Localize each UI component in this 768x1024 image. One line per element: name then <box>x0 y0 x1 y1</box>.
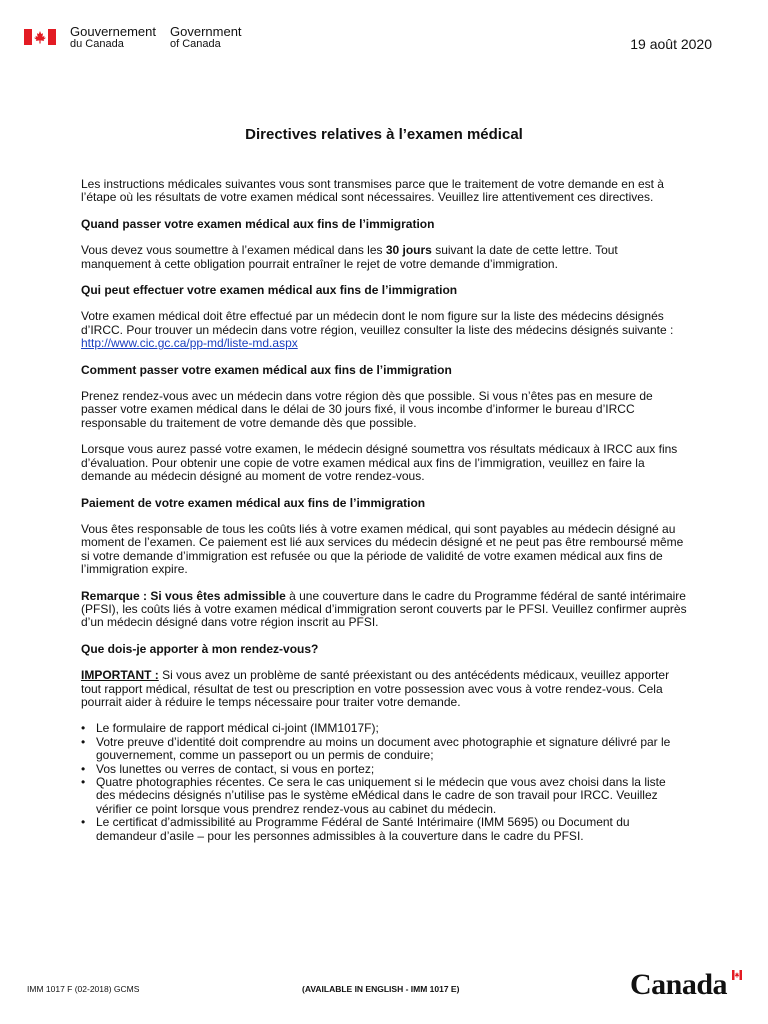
list-item: • Le certificat d’admissibilité au Programme Fédéral de Santé Intérimaire (IMM 5695) ou Document du demandeur d’asile – pour les personnes admissibles à la couverture dans le cadre du PFSI. <box>81 816 687 843</box>
heading-who: Qui peut effectuer votre examen médical aux fins de l’immigration <box>81 283 458 298</box>
list-item: • Votre preuve d’identité doit comprendre au moins un document avec photographie et signature délivré par le gouvernement, comme un passeport ou un permis de conduire; <box>81 736 687 763</box>
remark-text: à une couverture dans le cadre du Programme fédéral de santé intérimaire (PFSI), les coûts liés à votre examen médical d’immigration seront couverts par le PFSI. Veuillez confirmer auprès d’un médecin désigné dans votre région inscrit au PFSI. <box>81 588 687 630</box>
who-text: Votre examen médical doit être effectué par un médecin dont le nom figure sur la liste des médecins désignés d’IRCC. Pour trouver un médecin dans votre région, veuillez consulter la liste des médecins désignés suivante : <box>81 309 674 337</box>
canada-flag-icon <box>24 29 56 45</box>
remark-label: Remarque : Si vous êtes admissible <box>81 588 286 603</box>
letter-date: 19 août 2020 <box>630 36 712 52</box>
when-text-2: suivant la date de cette lettre. Tout manquement à cette obligation pourrait entraîner le rejet de votre demande d’immigration. <box>81 243 618 271</box>
gov-fr-line2: du Canada <box>70 38 124 50</box>
government-name-fr <box>70 26 156 50</box>
important-text: Si vous avez un problème de santé préexistant ou des antécédents médicaux, veuillez apporter tout rapport médical, résultat de test ou prescription en votre possession avec vous à votre rendez-vous. Cela pourrait aider à réduire le temps nécessaire pour traiter votre demande. <box>81 668 670 709</box>
paragraph-how-2: Lorsque vous aurez passé votre examen, le médecin désigné soumettra vos résultats médicaux à IRCC aux fins d’évaluation. Pour obtenir une copie de votre examen médical aux fins de l’immigration, veuillez en faire la demande au médecin désigné au moment de votre rendez-vous. <box>81 442 678 484</box>
bring-list <box>81 722 687 843</box>
paragraph-when <box>81 244 687 271</box>
gov-en-line1: Government <box>170 24 242 39</box>
heading-bring: Que dois-je apporter à mon rendez-vous? <box>81 641 319 656</box>
gov-fr-line1: Gouvernement <box>70 24 156 39</box>
wordmark-flag-icon <box>732 970 742 980</box>
list-item: • Le formulaire de rapport médical ci-joint (IMM1017F); <box>81 722 687 735</box>
government-name-en <box>170 26 242 50</box>
when-text-1: Vous devez vous soumettre à l’examen médical dans les <box>81 243 386 258</box>
intro-paragraph: Les instructions médicales suivantes vous sont transmises parce que le traitement de votre demande en est à l’étape où les résultats de votre examen médical sont nécessaires. Veuillez lire attentivement ces directives. <box>81 177 664 205</box>
paragraph-important <box>81 669 687 709</box>
heading-when: Quand passer votre examen médical aux fins de l’immigration <box>81 216 435 231</box>
form-code: IMM 1017 F (02-2018) GCMS <box>27 984 140 994</box>
paragraph-remark <box>81 590 687 630</box>
when-deadline: 30 jours <box>385 243 432 258</box>
list-item: • Quatre photographies récentes. Ce sera le cas uniquement si le médecin que vous avez choisi dans la liste des médecins désignés n’utilise pas le système eMédical dans le cadre de son travail pour IRCC. Veuillez vérifier ce point lorsque vous prendrez rendez-vous au cabinet du médecin. <box>81 776 687 816</box>
page-title: Directives relatives à l’examen médical <box>245 126 523 143</box>
document-body <box>81 178 687 843</box>
paragraph-how-1: Prenez rendez-vous avec un médecin dans votre région dès que possible. Si vous n’êtes pas en mesure de passer votre examen médical dans le délai de 30 jours fixé, il vous incombe d’informer le bureau d’IRCC responsable du traitement de votre demande dès que possible. <box>81 389 653 430</box>
paragraph-who <box>81 310 687 350</box>
heading-payment: Paiement de votre examen médical aux fins de l’immigration <box>81 495 426 510</box>
heading-how: Comment passer votre examen médical aux fins de l’immigration <box>81 362 452 377</box>
important-label: IMPORTANT : <box>81 668 159 683</box>
page-header <box>24 26 712 54</box>
paragraph-payment: Vous êtes responsable de tous les coûts liés à votre examen médical, qui sont payables au médecin désigné au moment de l’examen. Ce paiement est lié aux services du médecin désigné et ne peut pas être remboursé même si votre demande d’immigration est refusée ou que la période de validité de votre examen médical aux fins de l’immigration expire. <box>81 521 684 577</box>
doctor-list-link[interactable]: http://www.cic.gc.ca/pp-md/liste-md.aspx <box>81 336 298 351</box>
gov-en-line2: of Canada <box>170 38 221 50</box>
english-availability-note: (AVAILABLE IN ENGLISH - IMM 1017 E) <box>302 984 460 994</box>
list-item: • Vos lunettes ou verres de contact, si vous en portez; <box>81 763 687 776</box>
canada-wordmark: Canada <box>630 968 728 1001</box>
